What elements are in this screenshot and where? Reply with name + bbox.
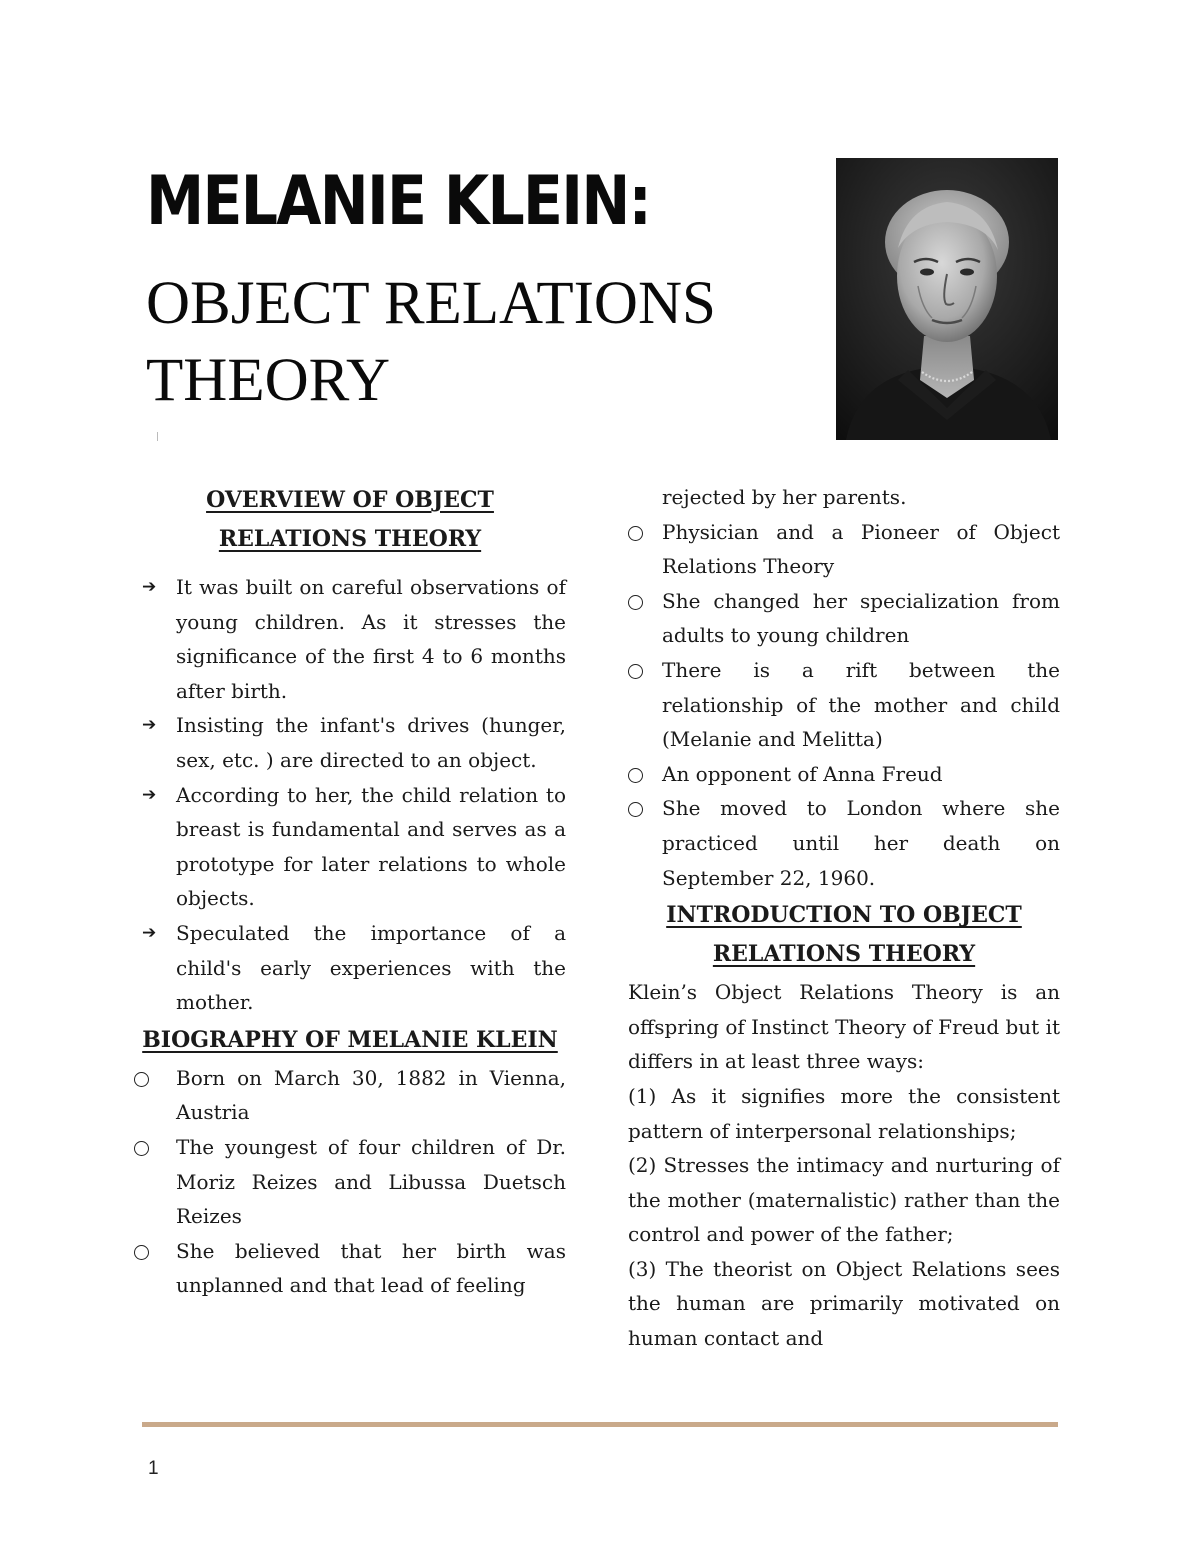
list-item: She believed that her birth was unplanned and that lead of feeling	[134, 1234, 566, 1303]
overview-list	[134, 570, 566, 1020]
list-item: An opponent of Anna Freud	[628, 757, 1060, 792]
circle-icon	[134, 1072, 149, 1087]
arrow-right-icon: ➔	[142, 577, 157, 597]
introduction-paragraph: Klein’s Object Relations Theory is an offspring of Instinct Theory of Freud but it differs in at least three ways:	[628, 980, 1061, 1074]
circle-icon	[628, 802, 643, 817]
introduction-point: (1) As it signifies more the consistent pattern of interpersonal relationships;	[628, 1083, 1060, 1143]
introduction-point: (3) The theorist on Object Relations sees the human are primarily motivated on human contact and	[628, 1256, 1060, 1351]
footer-divider	[142, 1422, 1058, 1427]
list-item: ➔ It was built on careful observations of young children. As it stresses the significance of the first 4 to 6 months after birth.	[134, 570, 566, 708]
page-number: 1	[148, 1458, 159, 1479]
list-item: ➔ Insisting the infant's drives (hunger, sex, etc. ) are directed to an object.	[134, 708, 566, 777]
circle-icon	[628, 526, 643, 541]
list-item: Born on March 30, 1882 in Vienna, Austria	[134, 1061, 566, 1130]
document-title: MELANIE KLEIN:	[146, 162, 651, 241]
arrow-right-icon: ➔	[142, 784, 157, 805]
right-column	[628, 480, 1060, 1356]
circle-icon	[134, 1141, 149, 1156]
left-column	[134, 480, 566, 1303]
biography-list	[134, 1061, 566, 1303]
stray-mark	[157, 432, 158, 441]
document-subtitle: OBJECT RELATIONS THEORY	[146, 270, 716, 414]
circle-icon	[134, 1245, 149, 1260]
list-item: There is a rift between the relationship of the mother and child (Melanie and Melitta)	[628, 653, 1060, 757]
portrait-photo	[836, 158, 1058, 440]
introduction-point: (2) Stresses the intimacy and nurturing of the mother (maternalistic) rather than the control and power of the father;	[628, 1153, 1060, 1247]
list-item: She moved to London where she practiced until her death on September 22, 1960.	[628, 791, 1060, 895]
overview-heading: OVERVIEW OF OBJECT RELATIONS THEORY	[206, 487, 494, 552]
arrow-right-icon: ➔	[142, 922, 157, 943]
portrait-illustration	[836, 158, 1058, 440]
list-item: ➔ Speculated the importance of a child's early experiences with the mother.	[134, 916, 566, 1020]
biography-list-continued	[628, 515, 1060, 896]
list-item: Physician and a Pioneer of Object Relations Theory	[628, 515, 1060, 584]
circle-icon	[628, 595, 643, 610]
list-item: The youngest of four children of Dr. Moriz Reizes and Libussa Duetsch Reizes	[134, 1130, 566, 1234]
list-item: ➔ According to her, the child relation to breast is fundamental and serves as a prototype for later relations to whole objects.	[134, 778, 566, 916]
arrow-right-icon: ➔	[142, 715, 157, 736]
introduction-heading: INTRODUCTION TO OBJECT RELATIONS THEORY	[666, 902, 1022, 968]
list-item: She changed her specialization from adults to young children	[628, 584, 1060, 653]
circle-icon	[628, 664, 643, 679]
circle-icon	[628, 768, 643, 783]
biography-heading: BIOGRAPHY OF MELANIE KLEIN	[142, 1026, 558, 1053]
biography-continuation: rejected by her parents.	[662, 485, 907, 509]
